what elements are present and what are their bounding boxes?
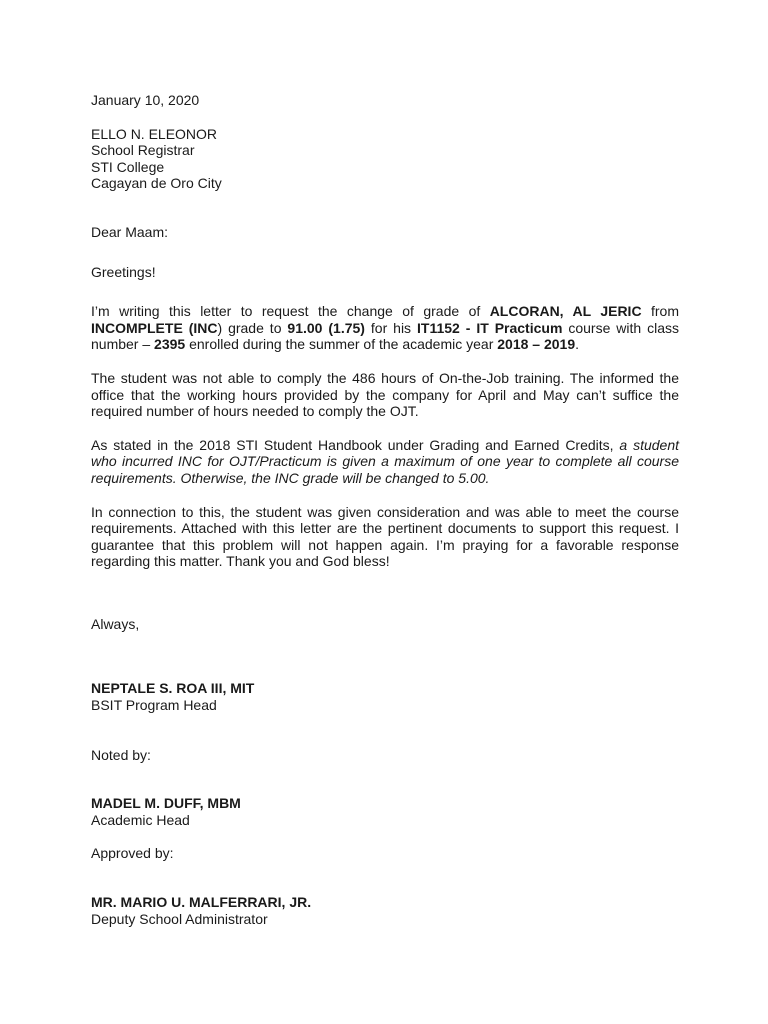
paragraph-request <box>91 303 679 353</box>
signatory-program-head <box>91 680 679 713</box>
letter-date: January 10, 2020 <box>91 92 200 108</box>
p1-text-7: . <box>575 336 579 353</box>
p1-text-5: course with class number – <box>91 319 680 353</box>
signatory-name: MR. MARIO U. MALFERRARI, JR. <box>91 894 312 911</box>
signatory-academic-head <box>91 795 679 828</box>
recipient-block <box>91 126 679 192</box>
signatory-name: NEPTALE S. ROA III, MIT <box>91 680 255 697</box>
salutation: Dear Maam: <box>91 223 169 240</box>
p1-text-1: I’m writing this letter to request the change of grade of <box>91 303 490 320</box>
signatory-title: Academic Head <box>91 811 190 828</box>
p1-text-2: from <box>641 303 679 320</box>
closing: Always, <box>91 615 140 632</box>
recipient-org: STI College <box>91 158 165 175</box>
academic-year: 2018 – 2019 <box>497 336 576 353</box>
handbook-quote: a student who incurred INC for OJT/Practicum is given a maximum of one year to complete all course requirements. Otherwise, the INC grade will be changed to 5.00. <box>91 436 679 486</box>
signatory-deputy-administrator <box>91 894 679 927</box>
signatory-title: BSIT Program Head <box>91 697 217 714</box>
from-grade: INCOMPLETE (INC <box>91 319 218 336</box>
approved-by-label: Approved by: <box>91 845 174 862</box>
student-name: ALCORAN, AL JERIC <box>489 303 642 320</box>
recipient-title: School Registrar <box>91 142 195 159</box>
class-number: 2395 <box>154 336 186 353</box>
greeting: Greetings! <box>91 263 156 280</box>
p1-text-6: enrolled during the summer of the academic year <box>185 336 498 353</box>
signatory-title: Deputy School Administrator <box>91 910 268 927</box>
paragraph-handbook <box>91 437 679 487</box>
recipient-city: Cagayan de Oro City <box>91 175 222 192</box>
course-name: IT1152 - IT Practicum <box>417 319 563 336</box>
paragraph-connection: In connection to this, the student was given consideration and was able to meet the course requirements. Attached with this letter are the pertinent documents to support this request. I guarantee that this problem will not happen again. I’m praying for a favorable response regarding this matter. Thank you and God bless! <box>91 503 679 570</box>
signatory-name: MADEL M. DUFF, MBM <box>91 795 241 812</box>
p1-text-3: ) grade to <box>217 319 288 336</box>
noted-by-label: Noted by: <box>91 746 151 763</box>
paragraph-ojt: The student was not able to comply the 486 hours of On-the-Job training. The informed the office that the working hours provided by the company for April and May can’t suffice the required number of hours needed to comply the OJT. <box>91 369 679 420</box>
to-grade: 91.00 (1.75) <box>287 319 365 336</box>
recipient-name: ELLO N. ELEONOR <box>91 125 218 142</box>
p3-text-1: As stated in the 2018 STI Student Handbook under Grading and Earned Credits, <box>91 436 620 453</box>
p1-text-4: for his <box>364 319 417 336</box>
